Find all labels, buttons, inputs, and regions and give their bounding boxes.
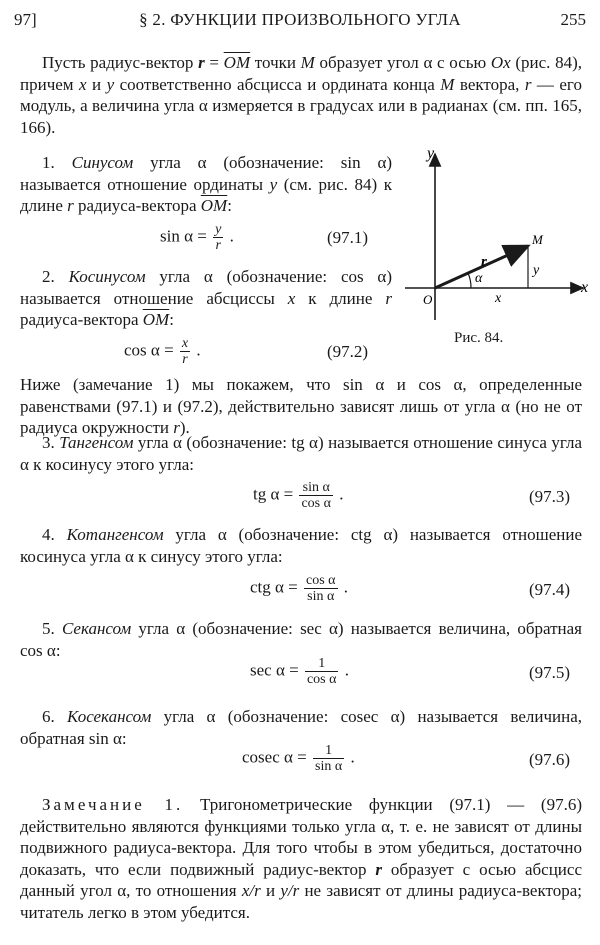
formula-97-4: ctg α = $\frac{\text{cos α}}{\text{sin α}}$ . xyxy=(250,573,349,604)
formula-97-3: tg α = $\frac{\text{sin α}}{\text{cos α}}$ . xyxy=(253,480,344,511)
angle-label: α xyxy=(475,271,483,286)
formula-97-1-label: (97.1) xyxy=(327,228,369,247)
x-axis-label: x xyxy=(581,279,589,296)
formula-97-5: sec α = $\frac{1}{\text{cos α}}$ . xyxy=(250,656,349,687)
section-ref: 97] xyxy=(14,10,37,29)
y-segment-label: y xyxy=(533,263,540,278)
formula-97-6-label: (97.6) xyxy=(529,750,571,769)
page-number: 255 xyxy=(560,10,586,29)
cotangent-definition: 4. Котангенсом угла α (обозначение: ctg α) называется отношение косинуса угла α к синусу этого угла: xyxy=(20,525,582,566)
cosecant-definition: 6. Косекансом угла α (обозначение: cosec α) называется величина, обратная sin α: xyxy=(20,707,583,748)
formula-97-2: cos α = $\frac{x}{r}$ . xyxy=(124,336,201,367)
figure-caption: Рис. 84. xyxy=(454,330,504,346)
vector-label: r xyxy=(481,254,487,270)
angle-arc xyxy=(468,273,471,288)
running-header xyxy=(14,10,586,36)
formula-97-5-label: (97.5) xyxy=(529,663,571,682)
y-axis-label: y xyxy=(427,145,435,162)
cosine-definition: 2. Косинусом угла α (обозначение: cos α) называется отношение абсциссы x к длине r радиуса-вектора $\overline{OM}$: xyxy=(20,267,393,329)
note-paragraph: Ниже (замечание 1) мы покажем, что sin α и cos α, определенные равенствами (97.1) и (97.2), действительно зависят лишь от угла α (но не от радиуса окружности r). xyxy=(20,375,582,437)
formula-97-4-label: (97.4) xyxy=(529,580,571,599)
origin-label: O xyxy=(423,292,433,307)
remark-paragraph: Замечание 1. Тригонометрические функции (97.1) — (97.6) действительно являются функциями только угла α, т. е. не зависят от длины подвижного радиуса-вектора. Для того чтобы в этом убедиться, достаточно доказать, что если подвижный радиус-вектор r образует с осью абсцисс данный угол α, то отношения x/r и y/r не зависят от длины радиуса-вектора; читатель легко в этом убедится. xyxy=(20,795,582,922)
formula-97-1: sin α = $\frac{y}{r}$ . xyxy=(160,222,234,253)
intro-paragraph: Пусть радиус-вектор $r = \overline{OM}$ точки M образует угол α с осью Ox (рис. 84), причем x и y соответственно абсцисса и ордината конца M вектора, r — его модуль, а величина угла α измеряется в градусах или в радианах (см. пп. 165, 166). xyxy=(20,53,583,137)
tangent-definition: 3. Тангенсом угла α (обозначение: tg α) называется отношение синуса угла α к косинусу этого угла: xyxy=(20,433,583,474)
formula-97-3-label: (97.3) xyxy=(529,487,571,506)
point-m-label: M xyxy=(532,232,543,247)
formula-97-2-label: (97.2) xyxy=(327,342,369,361)
chapter-title: § 2. ФУНКЦИИ ПРОИЗВОЛЬНОГО УГЛА xyxy=(139,10,461,29)
formula-97-6: cosec α = $\frac{1}{\text{sin α}}$ . xyxy=(242,743,355,774)
x-segment-label: x xyxy=(495,291,502,306)
secant-definition: 5. Секансом угла α (обозначение: sec α) называется величина, обратная cos α: xyxy=(20,619,582,660)
sine-definition: 1. Синусом угла α (обозначение: sin α) называется отношение ординаты y (см. рис. 84) к длине r радиуса-вектора $\overline{OM}$: xyxy=(20,153,393,215)
remark-title: Замечание 1. xyxy=(42,795,184,814)
figure-84 xyxy=(395,140,595,330)
